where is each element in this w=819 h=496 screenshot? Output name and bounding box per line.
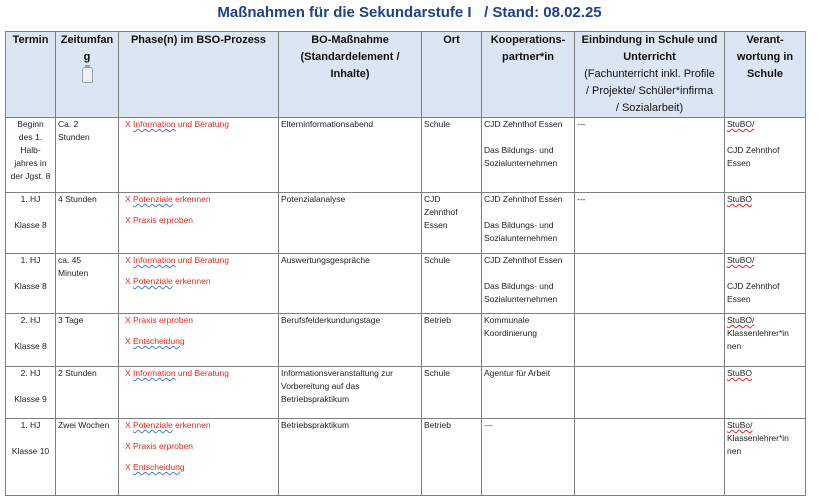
- cell-verantwortung: [725, 118, 806, 193]
- header-einbindung-label-2: Unterricht: [623, 51, 676, 63]
- zeitumfang-text: ca. 45: [58, 255, 82, 265]
- partner-text: Das Bildungs- und: [484, 281, 554, 291]
- termin-text: 1. HJ: [20, 420, 41, 430]
- termin-text: Klasse 10: [11, 446, 50, 456]
- header-phase: [119, 32, 279, 118]
- termin-text: [8, 206, 53, 219]
- measures-table: [5, 31, 806, 496]
- cell-zeitumfang: [56, 367, 119, 419]
- cell-ort: [422, 118, 482, 193]
- zeitumfang-text: 4 Stunden: [58, 194, 97, 204]
- termin-text: des 1.: [18, 132, 43, 142]
- termin-text: Klasse 8: [14, 341, 47, 351]
- verantwortung-text: StuBO: [727, 194, 753, 204]
- cell-massnahme: [279, 419, 422, 496]
- cell-einbindung: [575, 118, 725, 193]
- ort-text: Zehnthof: [424, 207, 458, 217]
- zeitumfang-text: Stunden: [58, 132, 90, 142]
- header-massnahme-label-3: Inhalte): [330, 68, 370, 80]
- header-zeitumfang: [56, 32, 119, 118]
- cell-einbindung: [575, 314, 725, 367]
- cell-verantwortung: [725, 254, 806, 314]
- table-row: [6, 193, 806, 254]
- table-row: [6, 367, 806, 419]
- phase-item: [121, 214, 276, 227]
- cell-ort: [422, 419, 482, 496]
- header-massnahme-label-2: (Standardelement /: [300, 51, 400, 63]
- ort-text: Schule: [424, 368, 450, 378]
- verantwortung-text: [727, 267, 803, 280]
- phase-item: [121, 118, 276, 131]
- cell-verantwortung: [725, 419, 806, 496]
- partner-text: CJD Zehnthof Essen: [484, 194, 563, 204]
- partner-text: Das Bildungs- und: [484, 220, 554, 230]
- header-einbindung-label-1: Einbindung in Schule und: [581, 34, 718, 46]
- verantwortung-text: StuBo/: [727, 420, 753, 430]
- phase-label: Information und Beratung: [133, 368, 229, 378]
- verantwortung-text: StuBO/: [727, 255, 755, 265]
- phase-marker: X: [125, 119, 134, 129]
- phase-marker: X: [125, 194, 134, 204]
- cell-zeitumfang: [56, 419, 119, 496]
- phase-label: Praxis erproben: [133, 315, 194, 325]
- massnahme-text: Betriebspraktikum: [281, 420, 350, 430]
- partner-text: Sozialunternehmen: [484, 294, 558, 304]
- termin-text: Beginn: [17, 119, 44, 129]
- phase-item: [121, 419, 276, 432]
- termin-text: jahres in: [14, 158, 47, 168]
- phase-marker: X: [125, 336, 134, 346]
- verantwortung-text: CJD Zehnthof: [727, 145, 780, 155]
- phase-label: Praxis erproben: [133, 441, 194, 451]
- phase-item: [121, 314, 276, 327]
- header-massnahme-label-1: BO-Maßnahme: [311, 34, 389, 46]
- table-row: [6, 314, 806, 367]
- zeitumfang-text: 2 Stunden: [58, 368, 97, 378]
- phase-marker: X: [125, 276, 134, 286]
- cell-partner: [482, 118, 575, 193]
- cell-partner: [482, 193, 575, 254]
- termin-text: Klasse 9: [14, 394, 47, 404]
- page-title: Maßnahmen für die Sekundarstufe I / Stand: 08.02.25: [217, 4, 602, 21]
- phase-item: [121, 461, 276, 474]
- phase-item: [121, 440, 276, 453]
- termin-text: der Jgst. 8: [10, 171, 51, 181]
- header-zeitumfang-label-1: Zeitumfan: [60, 34, 114, 46]
- cell-massnahme: [279, 254, 422, 314]
- verantwortung-text: Essen: [727, 294, 751, 304]
- partner-text: Kommunale: [484, 315, 530, 325]
- header-partner-label-2: partner*in: [502, 51, 554, 63]
- verantwortung-text: nen: [727, 446, 742, 456]
- header-einbindung-label-5: / Sozialarbeit): [615, 102, 684, 114]
- verantwortung-text: nen: [727, 341, 742, 351]
- verantwortung-text: Klassenlehrer*in: [727, 433, 789, 443]
- cell-termin: [6, 193, 56, 254]
- cell-einbindung: [575, 419, 725, 496]
- zeitumfang-text: Zwei Wochen: [58, 420, 110, 430]
- table-body: [6, 118, 806, 496]
- ort-text: Schule: [424, 119, 450, 129]
- verantwortung-text: StuBO/: [727, 119, 755, 129]
- phase-label: Information und Beratung: [133, 119, 229, 129]
- header-einbindung: [575, 32, 725, 118]
- cell-zeitumfang: [56, 314, 119, 367]
- cell-phase: [119, 193, 279, 254]
- phase-marker: X: [125, 441, 134, 451]
- header-verantwortung-label-2: wortung in: [736, 51, 794, 63]
- ort-text: Essen: [424, 220, 448, 230]
- cell-termin: [6, 419, 56, 496]
- verantwortung-text: Klassenlehrer*in: [727, 328, 789, 338]
- ort-text: Betrieb: [424, 315, 451, 325]
- header-massnahme: [279, 32, 422, 118]
- jar-icon: [82, 67, 93, 83]
- phase-label: Praxis erproben: [133, 215, 194, 225]
- einbindung-text: ---: [577, 119, 586, 129]
- header-einbindung-label-3: (Fachunterricht inkl. Profile: [584, 68, 715, 80]
- einbindung-text: ---: [577, 194, 586, 204]
- table-row: [6, 254, 806, 314]
- header-ort: [422, 32, 482, 118]
- phase-marker: X: [125, 315, 134, 325]
- cell-termin: [6, 367, 56, 419]
- ort-text: CJD: [424, 194, 441, 204]
- cell-massnahme: [279, 314, 422, 367]
- termin-text: [8, 432, 53, 445]
- cell-ort: [422, 367, 482, 419]
- verantwortung-text: [727, 131, 803, 144]
- cell-verantwortung: [725, 314, 806, 367]
- phase-marker: X: [125, 215, 134, 225]
- massnahme-text: Vorbereitung auf das: [281, 381, 360, 391]
- zeitumfang-text: Minuten: [58, 268, 89, 278]
- phase-marker: X: [125, 368, 134, 378]
- phase-label: Potenziale erkennen: [133, 276, 211, 286]
- cell-termin: [6, 254, 56, 314]
- ort-text: Betrieb: [424, 420, 451, 430]
- partner-text: Sozialunternehmen: [484, 233, 558, 243]
- cell-massnahme: [279, 118, 422, 193]
- cell-phase: [119, 419, 279, 496]
- termin-text: Klasse 8: [14, 220, 47, 230]
- zeitumfang-text: Ca. 2: [58, 119, 79, 129]
- header-termin: [6, 32, 56, 118]
- partner-text: CJD Zehnthof Essen: [484, 255, 563, 265]
- massnahme-text: Betriebspraktikum: [281, 394, 350, 404]
- termin-text: [8, 327, 53, 340]
- phase-label: Entscheidung: [133, 462, 185, 472]
- cell-termin: [6, 314, 56, 367]
- cell-phase: [119, 314, 279, 367]
- cell-zeitumfang: [56, 193, 119, 254]
- cell-termin: [6, 118, 56, 193]
- header-phase-label: Phase(n) im BSO-Prozess: [130, 34, 267, 46]
- cell-partner: [482, 314, 575, 367]
- cell-ort: [422, 314, 482, 367]
- cell-partner: [482, 419, 575, 496]
- phase-item: [121, 275, 276, 288]
- cell-phase: [119, 118, 279, 193]
- partner-text: Agentur für Arbeit: [484, 368, 551, 378]
- phase-item: [121, 335, 276, 348]
- cell-einbindung: [575, 367, 725, 419]
- partner-text: [484, 267, 572, 280]
- phase-item: [121, 254, 276, 267]
- partner-text: ---: [484, 420, 493, 430]
- phase-item: [121, 367, 276, 380]
- massnahme-text: Auswertungsgespräche: [281, 255, 370, 265]
- partner-text: [484, 206, 572, 219]
- phase-item: [121, 193, 276, 206]
- cell-verantwortung: [725, 193, 806, 254]
- header-ort-label: Ort: [443, 34, 460, 46]
- partner-text: Sozialunternehmen: [484, 158, 558, 168]
- verantwortung-text: StuBO/: [727, 315, 755, 325]
- table-row: [6, 419, 806, 496]
- massnahme-text: Berufsfelderkundungstage: [281, 315, 381, 325]
- cell-massnahme: [279, 367, 422, 419]
- header-verantwortung-label-3: Schule: [746, 68, 784, 80]
- verantwortung-text: StuBO: [727, 368, 753, 378]
- cell-einbindung: [575, 193, 725, 254]
- massnahme-text: Elterninformationsabend: [281, 119, 374, 129]
- verantwortung-text: Essen: [727, 158, 751, 168]
- phase-label: Information und Beratung: [133, 255, 229, 265]
- cell-phase: [119, 254, 279, 314]
- header-verantwortung-label-1: Verant-: [746, 34, 784, 46]
- header-partner: [482, 32, 575, 118]
- ort-text: Schule: [424, 255, 450, 265]
- termin-text: 2. HJ: [20, 368, 41, 378]
- header-einbindung-label-4: / Projekte/ Schüler*infirma: [585, 85, 714, 97]
- cell-massnahme: [279, 193, 422, 254]
- zeitumfang-text: 3 Tage: [58, 315, 84, 325]
- termin-text: [8, 267, 53, 280]
- termin-text: Klasse 8: [14, 281, 47, 291]
- table-row: [6, 118, 806, 193]
- header-partner-label-1: Kooperations-: [490, 34, 566, 46]
- phase-label: Potenziale erkennen: [133, 194, 211, 204]
- phase-label: Potenziale erkennen: [133, 420, 211, 430]
- cell-partner: [482, 254, 575, 314]
- cell-partner: [482, 367, 575, 419]
- phase-marker: X: [125, 420, 134, 430]
- cell-zeitumfang: [56, 254, 119, 314]
- phase-label: Entscheidung: [133, 336, 185, 346]
- massnahme-text: Potenzialanalyse: [281, 194, 346, 204]
- header-verantwortung: [725, 32, 806, 118]
- partner-text: Koordinierung: [484, 328, 537, 338]
- verantwortung-text: CJD Zehnthof: [727, 281, 780, 291]
- cell-phase: [119, 367, 279, 419]
- termin-text: 1. HJ: [20, 255, 41, 265]
- cell-ort: [422, 193, 482, 254]
- cell-zeitumfang: [56, 118, 119, 193]
- partner-text: Das Bildungs- und: [484, 145, 554, 155]
- cell-verantwortung: [725, 367, 806, 419]
- termin-text: Halb-: [20, 145, 41, 155]
- header-termin-label: Termin: [12, 34, 49, 46]
- termin-text: 1. HJ: [20, 194, 41, 204]
- header-zeitumfang-label-2: g: [83, 51, 91, 63]
- partner-text: CJD Zehnthof Essen: [484, 119, 563, 129]
- phase-marker: X: [125, 462, 134, 472]
- massnahme-text: Informationsveranstaltung zur: [281, 368, 393, 378]
- cell-ort: [422, 254, 482, 314]
- phase-marker: X: [125, 255, 134, 265]
- partner-text: [484, 131, 572, 144]
- header-row: [6, 32, 806, 118]
- termin-text: [8, 380, 53, 393]
- termin-text: 2. HJ: [20, 315, 41, 325]
- cell-einbindung: [575, 254, 725, 314]
